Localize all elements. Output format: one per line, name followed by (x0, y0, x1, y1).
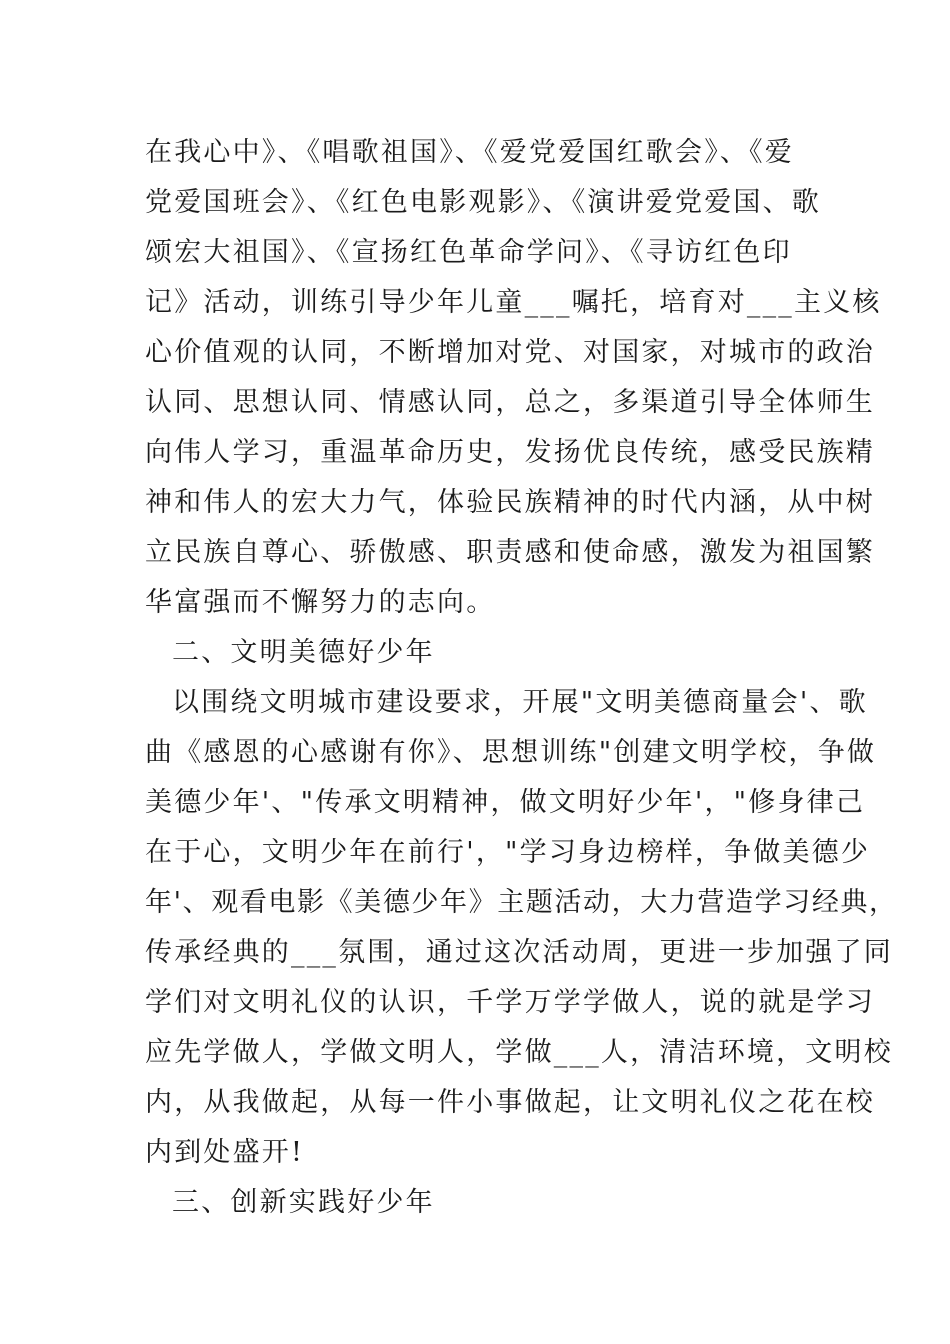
text-line: 曲《感恩的心感谢有你》、思想训练"创建文明学校，争做 (145, 737, 877, 768)
text-line: 年'、观看电影《美德少年》主题活动，大力营造学习经典， (145, 887, 898, 918)
text-line: 内，从我做起，从每一件小事做起，让文明礼仪之花在校 (145, 1087, 875, 1118)
text-line: 内到处盛开! (145, 1137, 305, 1168)
text-line: 在我心中》、《唱歌祖国》、《爱党爱国红歌会》、《爱 (145, 137, 794, 168)
text-line: 党爱国班会》、《红色电影观影》、《演讲爱党爱国、歌 (145, 187, 821, 218)
section-heading: 三、创新实践好少年 (172, 1187, 435, 1218)
paragraph-first-line: 以围绕文明城市建设要求，开展"文明美德商量会'、歌 (172, 687, 868, 718)
text-line: 颂宏大祖国》、《宣扬红色革命学问》、《寻访红色印 (145, 237, 792, 268)
text-line: 心价值观的认同，不断增加对党、对国家，对城市的政治 (145, 337, 875, 368)
text-line: 学们对文明礼仪的认识，千学万学学做人，说的就是学习 (145, 987, 875, 1018)
text-line: 美德少年'、"传承文明精神，做文明好少年'，"修身律己 (145, 787, 866, 818)
text-line: 神和伟人的宏大力气，体验民族精神的时代内涵，从中树 (145, 487, 875, 518)
section-heading: 二、文明美德好少年 (172, 637, 435, 668)
text-line: 向伟人学习，重温革命历史，发扬优良传统，感受民族精 (145, 437, 875, 468)
text-line: 应先学做人，学做文明人，学做___人，清洁环境，文明校 (145, 1037, 893, 1068)
text-line: 立民族自尊心、骄傲感、职责感和使命感，激发为祖国繁 (145, 537, 875, 568)
text-line: 认同、思想认同、情感认同，总之，多渠道引导全体师生 (145, 387, 875, 418)
text-line: 记》活动，训练引导少年儿童___嘱托，培育对___主义核 (145, 287, 882, 318)
text-line: 在于心，文明少年在前行'，"学习身边榜样，争做美德少 (145, 837, 871, 868)
text-line: 华富强而不懈努力的志向。 (145, 587, 496, 618)
text-line: 传承经典的___氛围，通过这次活动周，更进一步加强了同 (145, 937, 893, 968)
